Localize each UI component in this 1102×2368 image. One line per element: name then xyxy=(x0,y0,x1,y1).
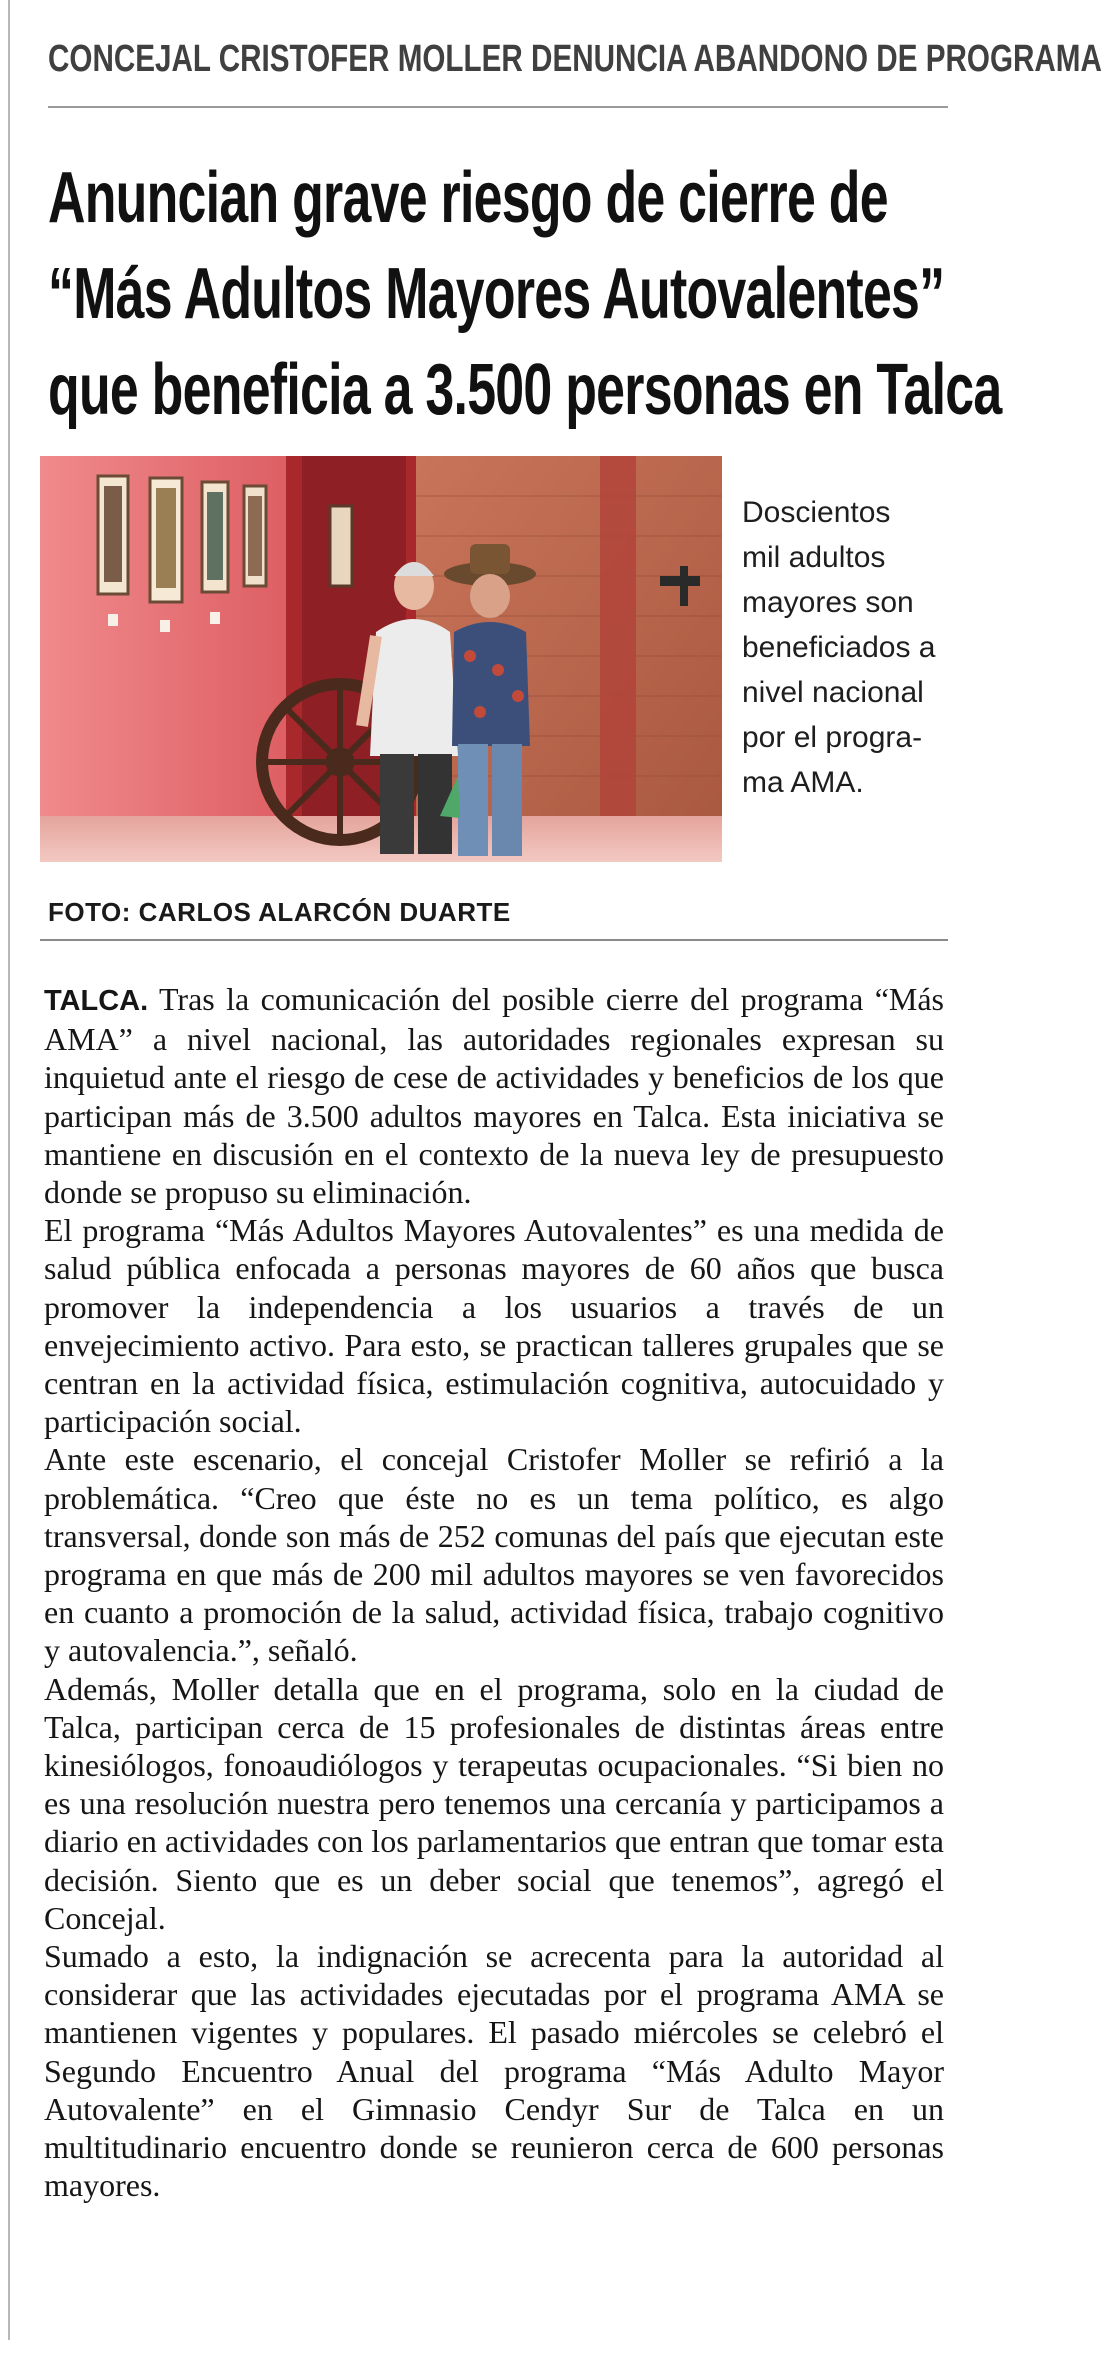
article-photo xyxy=(40,456,722,862)
article-body xyxy=(44,980,944,2205)
photo-credit: FOTO: CARLOS ALARCÓN DUARTE xyxy=(48,897,511,927)
page-left-rule xyxy=(8,0,10,2340)
body-paragraph-3: Ante este escenario, el concejal Cristofer Moller se refirió a la problemática. “Creo que éste no es un tema político, es algo transversal, donde son más de 252 comunas del país que ejecutan este programa en que más de 200 mil adultos mayores se ven favorecidos en cuanto a promoción de la salud, actividad física, trabajo cognitivo y autovalencia.”, señaló. xyxy=(44,1441,944,1669)
body-paragraph-1-text: Tras la comunicación del posible cierre del programa “Más AMA” a nivel nacional, las autoridades regionales expresan su inquietud ante el riesgo de cese de actividades y beneficios de los que participan más de 3.500 adultos mayores en Talca. Esta iniciativa se mantiene en discusión en el contexto de la nueva ley de presupuesto donde se propuso su eliminación. xyxy=(44,981,944,1211)
kicker-headline: CONCEJAL CRISTOFER MOLLER DENUNCIA ABANDONO DE PROGRAMA xyxy=(48,38,1102,80)
headline-line-3: que beneficia a 3.500 personas en Talca xyxy=(48,350,1002,430)
body-paragraph-5: Sumado a esto, la indignación se acrecenta para la autoridad al considerar que las actividades ejecutadas por el programa AMA se mantienen vigentes y populares. El pasado miércoles se celebró el Segundo Encuentro Anual del programa “Más Adulto Mayor Autovalente” en el Gimnasio Cendyr Sur de Talca en un multitudinario encuentro donde se reunieron cerca de 600 personas mayores. xyxy=(44,1938,944,2204)
body-paragraph-2: El programa “Más Adultos Mayores Autovalentes” es una medida de salud pública enfocada a personas mayores de 60 años que busca promover la independencia a los usuarios a través de un envejecimiento activo. Para esto, se practican talleres grupales que se centran en la actividad física, estimulación cognitiva, autocuidado y participación social. xyxy=(44,1212,944,1440)
photo-caption: Doscientos mil adultos mayores son beneficiados a nivel nacional por el progra- ma AMA. xyxy=(742,496,936,799)
photo-illustration xyxy=(40,456,722,862)
dateline: TALCA. xyxy=(44,985,149,1017)
body-paragraph-4: Además, Moller detalla que en el programa, solo en la ciudad de Talca, participan cerca de 15 profesionales de distintas áreas entre kinesiólogos, fonoaudiólogos y terapeutas ocupacionales. “Si bien no es una resolución nuestra pero tenemos una cercanía y participamos a diario en actividades con los parlamentarios que entran que tomar esta decisión. Siento que es un deber social que tenemos”, agregó el Concejal. xyxy=(44,1670,944,1936)
kicker-divider xyxy=(48,106,948,108)
body-paragraph-1 xyxy=(44,980,944,1211)
headline-line-1: Anuncian grave riesgo de cierre de xyxy=(48,158,888,238)
article-headline xyxy=(48,150,1002,438)
headline-line-2: “Más Adultos Mayores Autovalentes” xyxy=(48,254,945,334)
credit-divider xyxy=(40,939,948,941)
